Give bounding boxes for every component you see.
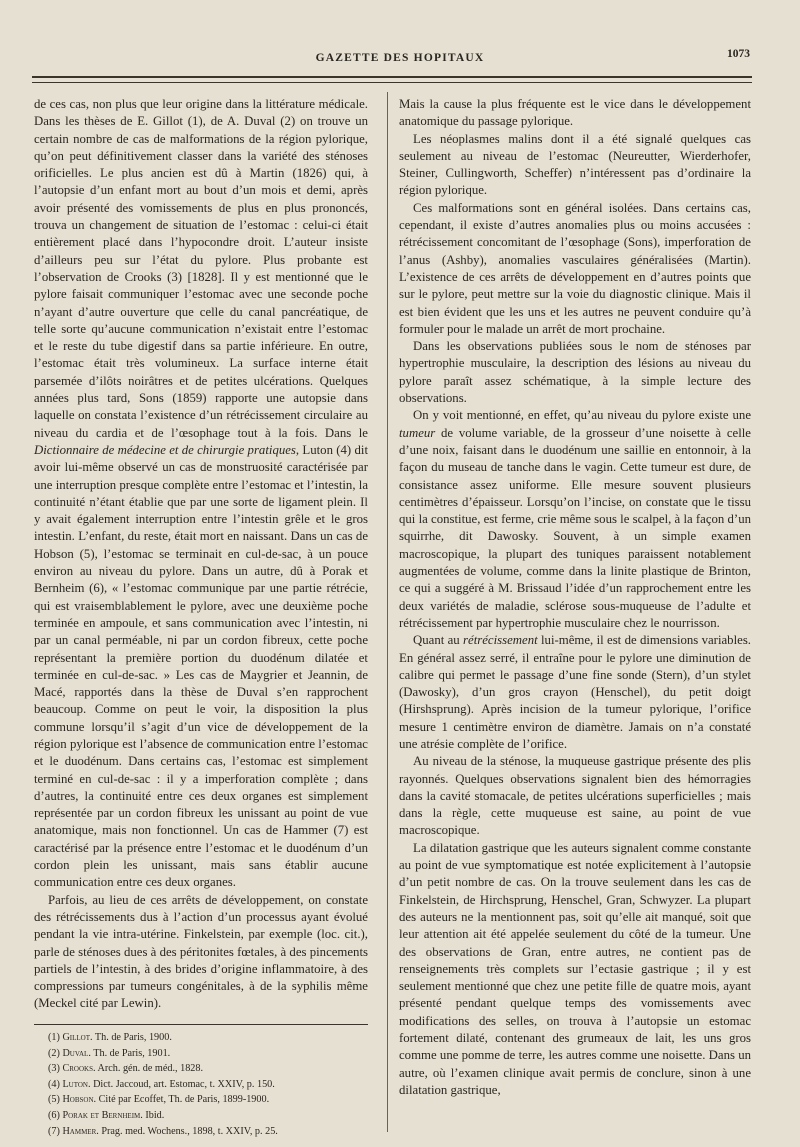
footnote-author: Gillot. xyxy=(62,1032,93,1043)
right-p5-after: de volume variable, de la grosseur d’une noisette à celle d’une noix, faisant dans le duodénum une saillie en entonnoir, à la façon du museau de tanche dans le vagin. Cette tumeur est dure, de consistance assez uniforme. Elle mesure souvent plusieurs centimètres d’épaisseur. Lorsqu’on l’incise, on constate que le tissu qui la constitue, est ferme, crie même sous le scalpel, à la façon d’un squirrhe, dit Dawosky. Souvent, à un simple examen macroscopique, la plupart des tuniques paraissent notablement augmentées de volume, comme dans la linite plastique de Brinton, ce qui a suggéré à M. Brissaud l’idée d’un rapprochement entre les deux variétés de maladie, sclérose sous-muqueuse de l’adulte et rétrécissement par hypertrophie musculaire chez le nourrisson. xyxy=(399,425,751,630)
footnote-text: Th. de Paris, 1900. xyxy=(92,1032,172,1043)
footnote-7 xyxy=(48,1124,370,1140)
footnote-author: Crooks. xyxy=(62,1063,96,1075)
left-p1-italic: Dictionnaire de médecine et de chirurgie pratiques xyxy=(34,442,296,457)
footnote-num: (6) xyxy=(48,1109,60,1121)
footnote-4 xyxy=(48,1077,370,1093)
right-paragraph-5 xyxy=(399,407,751,632)
footnote-num: (1) xyxy=(48,1032,60,1043)
footnote-num: (7) xyxy=(48,1125,60,1137)
right-p6-italic: rétrécissement xyxy=(463,633,538,648)
page-number: 1073 xyxy=(727,48,750,60)
footnote-3 xyxy=(48,1061,370,1077)
footnotes xyxy=(48,1030,370,1139)
footnote-rule xyxy=(34,1024,368,1025)
footnote-author: Porak et Bernheim. xyxy=(62,1109,143,1121)
footnote-author: Hobson. xyxy=(62,1094,97,1106)
right-column xyxy=(399,96,751,1099)
left-paragraph-2: Parfois, au lieu de ces arrêts de développement, on constate des rétrécissements dus à l’action d’un processus ayant évolué pendant la vie intra-utérine. Finkelstein, par exemple (loc. cit.), parle de sténoses dues à des péritonites fœtales, à des pincements partiels de l’intestin, à des brides d’origine inflammatoire, à des compressions par tumeurs congénitales, à de la syphilis même (Meckel cité par Lewin). xyxy=(34,892,368,1011)
footnote-num: (4) xyxy=(48,1078,60,1090)
right-p6-before: Quant au xyxy=(413,633,460,648)
footnote-author: Luton. xyxy=(62,1078,91,1090)
running-header-title: GAZETTE DES HOPITAUX xyxy=(315,52,485,64)
footnote-text: Dict. Jaccoud, art. Estomac, t. XXIV, p. 150. xyxy=(90,1078,275,1090)
footnote-author: Duval. xyxy=(62,1047,91,1059)
footnote-text: Cité par Ecoffet, Th. de Paris, 1899-1900. xyxy=(96,1094,270,1106)
footnote-text: Prag. med. Wochens., 1898, t. XXIV, p. 25. xyxy=(98,1125,278,1137)
header-rule-thick xyxy=(32,76,752,78)
footnote-text: Arch. gén. de méd., 1828. xyxy=(95,1063,204,1075)
footnote-num: (3) xyxy=(48,1063,60,1075)
footnote-1 xyxy=(48,1030,370,1046)
header-rule-thin xyxy=(32,82,752,83)
right-paragraph-2: Les néoplasmes malins dont il a été signalé quelques cas seulement au niveau de l’estomac (Neureutter, Wierderhofer, Steiner, Cullingworth, Scheffer) n’intéressent pas d’ordinaire la région pylorique. xyxy=(399,131,751,198)
right-paragraph-3: Ces malformations sont en général isolées. Dans certains cas, cependant, il existe d’autres anomalies plus ou moins accusées : rétrécissement concomitant de l’œsophage (Sons), imperforation de l’anus (Ashby), anomalies vasculaires généralisées (Martin). L’existence de ces arrêts de développement en d’autres points que sur le pylore, peut mettre sur la voie du diagnostic clinique. Mais il est bien évident que les uns et les autres ne peuvent conduire qu’à formuler pour le malade un arrêt de mort prochaine. xyxy=(399,200,751,336)
right-p6-after: lui-même, il est de dimensions variables. En général assez serré, il entraîne pour le pylore une diminution de calibre qui permet le passage d’une fine sonde (Stern), d’un stylet (Dawosky), d’un gros crayon (Henschel), du petit doigt (Hirshsprung). Après incision de la tumeur pylorique, l’orifice mesure 1 centimètre environ de diamètre. Jamais on n’a constaté une atrésie complète de l’orifice. xyxy=(399,633,751,751)
right-p5-before: On y voit mentionné, en effet, qu’au niveau du pylore existe une xyxy=(413,408,751,423)
left-p1-text: de ces cas, non plus que leur origine dans la littérature médicale. Dans les thèses de E. Gillot (1), de A. Duval (2) on trouve un certain nombre de cas de malformations de la région pylorique, qu’on peut définitivement classer dans la variété des sténoses orificielles. Le plus ancien est dû à Martin (1826) qui, à l’autopsie d’un enfant mort au bout d’un mois et demi, après avoir présenté des vomissements de plus en plus prononcés, trouva un changement de situation de l’estomac : celui-ci était entièrement placé dans l’hypocondre droit. L’auteur insiste d’ailleurs peu sur l’état du pylore. Plus probante est l’observation de Crooks (3) [1828]. Il y est mentionné que le pylore faisait communiquer l’estomac avec une seconde poche n’ayant d’autre ouverture que celle du canal pancréatique, de telle sorte qu’aucune communication n’existait entre l’estomac et le reste du tube digestif dans sa partie inférieure. En outre, l’estomac était très volumineux. La surface interne était parsemée d’ilôts noirâtres et de petites ulcérations. Quelques années plus tard, Sons (1859) rapporte une autopsie dans laquelle on constata l’existence d’un rétrécissement circulaire au niveau du cardia et de l’œsophage tout à la fois. Dans le xyxy=(34,97,368,440)
left-column xyxy=(34,96,368,1013)
footnote-2 xyxy=(48,1046,370,1062)
right-paragraph-6 xyxy=(399,632,751,753)
right-p5-italic: tumeur xyxy=(399,425,436,440)
right-paragraph-7: Au niveau de la sténose, la muqueuse gastrique présente des plis rayonnés. Quelques observations signalent bien des hémorragies dans la cavité stomacale, de petites ulcérations superficielles ; mais dans la règle, cette muqueuse est saine, au point de vue macroscopique. xyxy=(399,754,751,838)
footnote-num: (2) xyxy=(48,1047,60,1059)
footnote-5 xyxy=(48,1092,370,1108)
footnote-author: Hammer. xyxy=(62,1125,99,1137)
left-p1-after: , Luton (4) dit avoir lui-même observé un cas de monstruosité caractérisée par une interruption presque complète entre l’estomac et l’intestin, la continuité n’étant établie que par une sorte de ligament plein. Il y avait également interruption entre l’intestin grêle et le gros intestin. L’enfant, du reste, était mort en naissant. Dans un cas de Hobson (5), l’estomac se terminait en cul-de-sac, à un pouce environ au niveau du pylore. Dans un autre, dû à Porak et Bernheim (6), « l’estomac communique par une partie rétrécie, qui est vraisemblablement le pylore, avec une deuxième poche terminée en ampoule, et sans communication avec l’intestin, ni par un canal perméable, ni par un cordon fibreux, cette poche représentant la première portion du duodénum dilatée et terminée en cul-de-sac. » Les cas de Maygrier et Jeannin, de Macé, rapportés dans la thèse de Duval s’en rapprochent beaucoup. Comme on peut le voir, la disposition la plus commune lorsqu’il s’agit d’un vice de développement de la région pylorique est l’absence de communication entre l’estomac et le duodénum. Dans certains cas, l’estomac est simplement terminé en cul-de-sac : il y a imperforation complète ; dans d’autres, la continuité entre ces deux organes est simplement représentée par un cordon fibreux les unissant au point de vue anatomique, mais non fonctionnel. Un cas de Hammer (7) est caractérisé par la présence entre l’estomac et le duodénum d’un cordon plein les unissant, mais sans établir aucune communication entre ces deux organes. xyxy=(34,442,368,890)
footnote-num: (5) xyxy=(48,1094,60,1106)
left-paragraph-1 xyxy=(34,96,368,892)
footnote-text: Ibid. xyxy=(142,1109,165,1121)
column-divider xyxy=(387,92,388,1132)
footnote-text: Th. de Paris, 1901. xyxy=(90,1047,171,1059)
right-paragraph-1: Mais la cause la plus fréquente est le vice dans le développement anatomique du passage pylorique. xyxy=(399,97,751,129)
right-paragraph-4: Dans les observations publiées sous le nom de sténoses par hypertrophie musculaire, la description des lésions au niveau du pylore paraît assez schématique, à la simple lecture des observations. xyxy=(399,339,751,406)
right-paragraph-8: La dilatation gastrique que les auteurs signalent comme constante au point de vue symptomatique est notée explicitement à l’autopsie d’un petit nombre de cas. On la trouve seulement dans les cas de Finkelstein, de Hirchsprung, Henschel, Gran, Schwyzer. La plupart des auteurs ne la mentionnent pas, soit qu’elle ait manqué, soit que leur attention ait été appelée seulement du côté de la tumeur. Une des observations de Gran, entre autres, ne contient pas de renseignements très complets sur l’ectasie gastrique ; il y est seulement mentionné que chez une petite fille de quatre mois, ayant présenté pendant quelque temps des vomissements avec modifications des selles, on trouva à l’autopsie un estomac fortement dilaté, contenant des grumeaux de lait, les uns gros comme une pomme de terre, les autres comme une noisette. Dans un autre, où l’examen clinique avait permis de conclure, sinon à une dilatation gastrique, xyxy=(399,840,751,1097)
footnote-6 xyxy=(48,1108,370,1124)
